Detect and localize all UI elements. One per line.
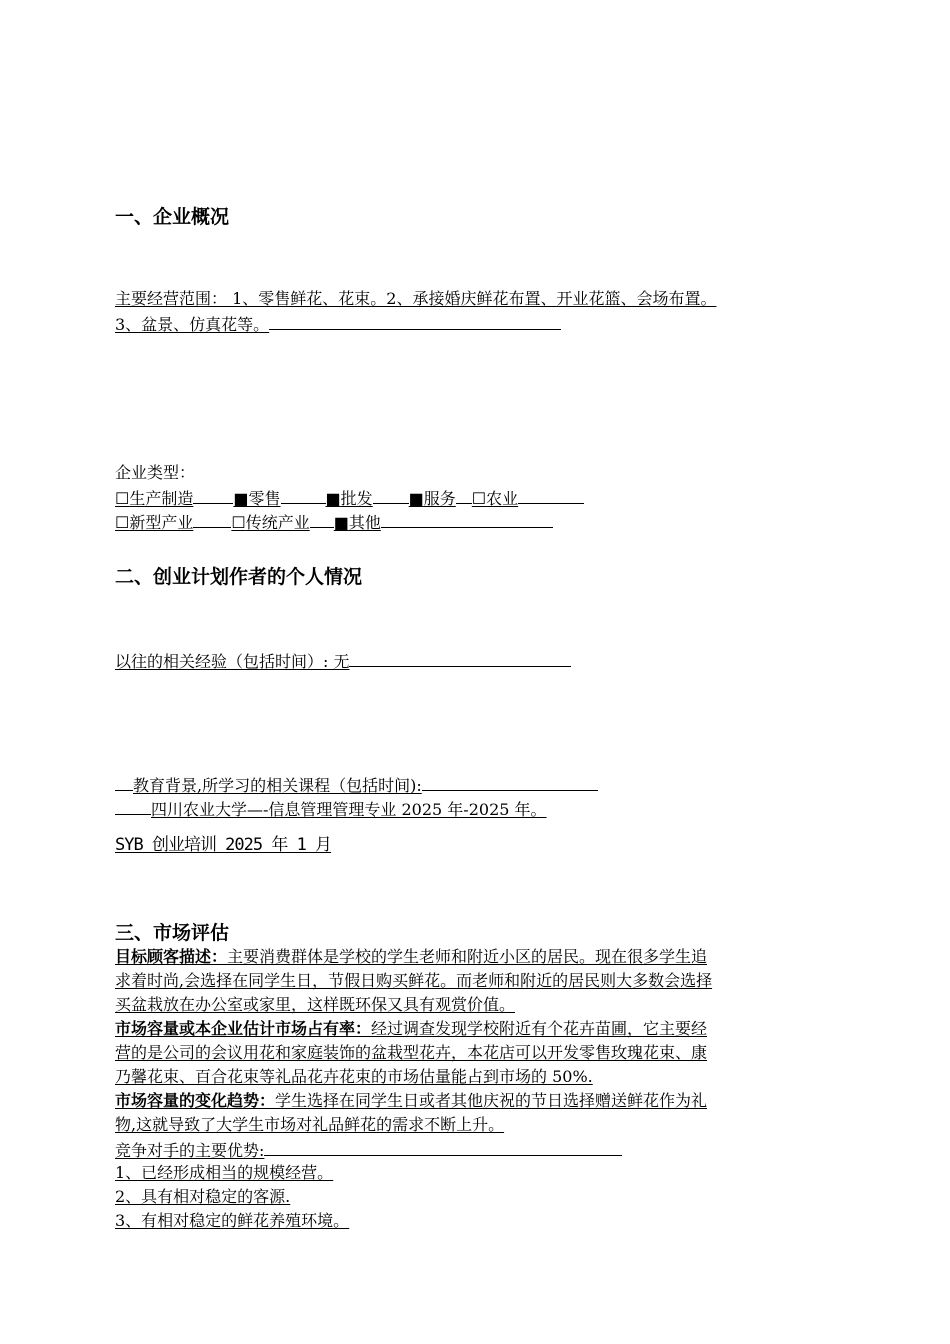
education-label: 教育背景,所学习的相关课程（包括时间): [115, 772, 598, 798]
education-detail: 四川农业大学—-信息管理管理专业 2025 年-2025 年。 [115, 796, 547, 822]
checkbox-service[interactable]: ■服务 [408, 489, 456, 508]
enterprise-type-row-1 [115, 485, 584, 511]
competitor-advantage-3: 3、有相对稳定的鲜花养殖环境。 [115, 1211, 350, 1230]
target-customers-label: 目标顾客描述： [115, 947, 228, 966]
checkbox-empty-icon: ☐ [231, 513, 246, 532]
target-customers: 目标顾客描述：主要消费群体是学校的学生老师和附近小区的居民。现在很多学生追 求着时尚,会选择在同学生日，节假日购买鲜花。而老师和附近的居民则大多数会选择 买盆栽放在办公室或家里，这样既环保又具有观赏价值。 [115, 947, 713, 1014]
competitor-advantage-1: 1、已经形成相当的规模经营。 [115, 1163, 334, 1182]
underline-filler [269, 311, 561, 330]
checkbox-empty-icon: ☐ [115, 489, 130, 508]
enterprise-type-row-2 [115, 509, 553, 535]
checkbox-other[interactable]: ■其他 [333, 513, 381, 532]
checkbox-traditional-industry[interactable]: ☐传统产业 [231, 513, 310, 532]
checkbox-manufacturing[interactable]: ☐生产制造 [115, 489, 194, 508]
related-experience: 以往的相关经验（包括时间）: 无 [115, 648, 571, 674]
checkbox-filled-icon: ■ [408, 489, 424, 508]
competitor-advantage-2: 2、具有相对稳定的客源. [115, 1187, 291, 1206]
market-capacity-label: 市场容量或本企业估计市场占有率： [115, 1019, 372, 1038]
checkbox-filled-icon: ■ [333, 513, 349, 532]
market-trend-label: 市场容量的变化趋势： [115, 1091, 276, 1110]
checkbox-filled-icon: ■ [233, 489, 249, 508]
checkbox-new-industry[interactable]: ☐新型产业 [115, 513, 194, 532]
checkbox-wholesale[interactable]: ■批发 [325, 489, 373, 508]
business-scope-line-2: 3、盆景、仿真花等。 [115, 315, 270, 334]
business-scope [115, 287, 860, 337]
checkbox-empty-icon: ☐ [471, 489, 487, 508]
enterprise-type-label: 企业类型： [115, 463, 196, 482]
checkbox-retail[interactable]: ■零售 [233, 489, 281, 508]
market-trend: 市场容量的变化趋势：学生选择在同学生日或者其他庆祝的节日选择赠送鲜花作为礼 物,这就导致了大学生市场对礼品鲜花的需求不断上升。 [115, 1091, 708, 1134]
checkbox-filled-icon: ■ [325, 489, 341, 508]
section-heading-1: 一、企业概况 [115, 206, 230, 228]
business-scope-line-1: 主要经营范围： 1、零售鲜花、花束。2、承接婚庆鲜花布置、开业花篮、会场布置。 [115, 289, 717, 308]
checkbox-agriculture[interactable]: ☐农业 [471, 489, 519, 508]
syb-training: SYB 创业培训 2025 年 1 月 [115, 835, 332, 855]
checkbox-empty-icon: ☐ [115, 513, 130, 532]
section-heading-2: 二、创业计划作者的个人情况 [115, 566, 363, 588]
section-heading-3: 三、市场评估 [115, 922, 230, 944]
competitor-advantages-label: 竞争对手的主要优势: [115, 1137, 622, 1163]
market-capacity: 市场容量或本企业估计市场占有率：经过调查发现学校附近有个花卉苗圃，它主要经 营的是公司的会议用花和家庭装饰的盆栽型花卉，本花店可以开发零售玫瑰花束、康 乃馨花束、百合花束等礼品花卉花束的市场估量能占到市场的 50%. [115, 1019, 708, 1086]
